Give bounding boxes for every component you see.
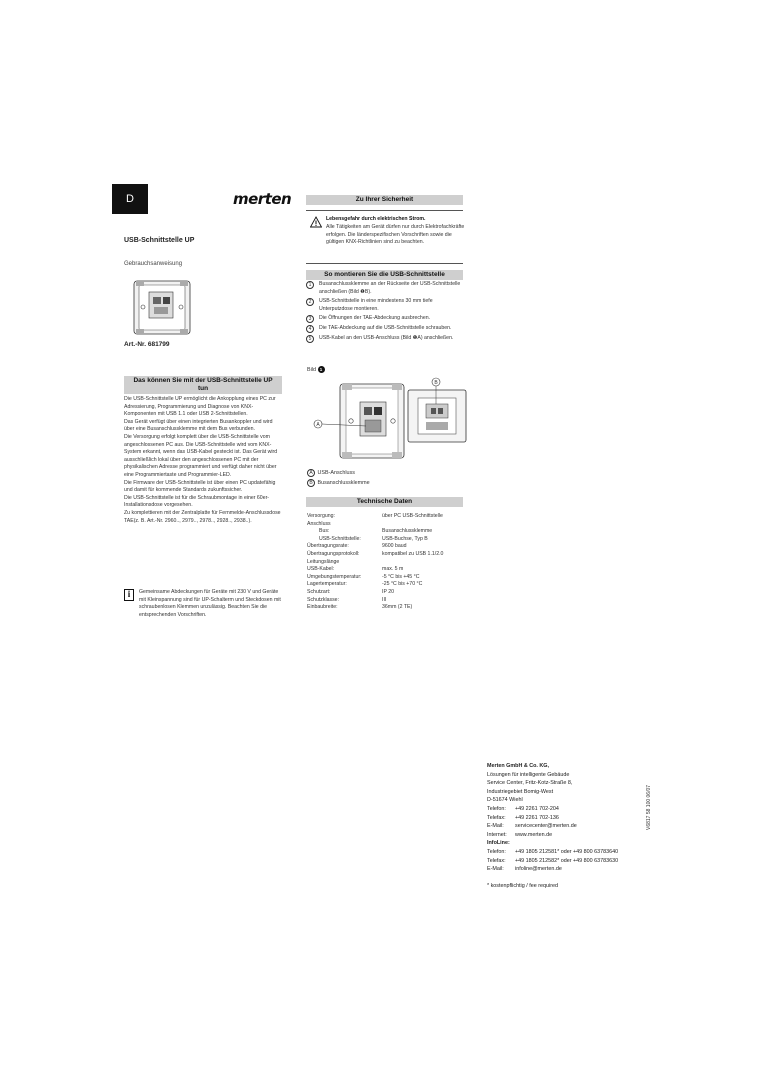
callout-a: A [316,422,320,428]
figure-number: 1 [318,366,325,373]
brand-logo: merten [233,190,292,208]
contact-row: E-Mail: servicecenter@merten.de [487,823,577,830]
doc-type: Gebrauchsanweisung [124,261,183,267]
table-row: Bus: Busanschlussklemme [319,528,433,535]
section-header-technical-data: Technische Daten [306,497,463,507]
list-item: 4 Die TAE-Abdeckung auf die USB-Schnittstelle schrauben. [306,325,466,333]
list-item: 2 USB-Schnittstelle in eine mindestens 30 mm tiefe Unterputzdose montieren. [306,298,466,313]
features-paragraph: Die USB-Schnittstelle ist für die Schraubmontage in einer 60er-Installationsdose vorgesehen. [124,494,270,509]
features-text [124,396,282,525]
contact-row: Telefon: +49 2261 702-204 [487,805,559,812]
document-code: V6817 58 100 06/07 [646,784,652,830]
company-tagline: Lösungen für intelligente Gebäude [487,771,570,778]
list-item: 1 Busanschlussklemme an der Rückseite der USB-Schnittstelle anschließen (Bild ❶B). [306,281,466,296]
figure-label: Bild 1 [307,366,325,373]
list-item: A USB-Anschluss [307,468,370,478]
language-tab: D [112,184,148,214]
warning-icon [310,216,322,228]
section-header-mounting: So montieren Sie die USB-Schnittstelle [306,270,463,280]
footnote: * kostenpflichtig / fee required [487,882,559,889]
list-item: 5 USB-Kabel an den USB-Anschluss (Bild ❶A) anschließen. [306,335,466,343]
info-note-text: Gemeinsame Abdeckungen für Geräte mit 230 V und Geräte mit Kleinspannung sind für UP-Schalterm und Steckdosen mit schraubenlosen Klemmen unzulässig. Beachten Sie die entsprechenden Vorschriften. [139,589,281,618]
device-image [133,280,191,335]
table-row: Schutzklasse: III [307,596,387,603]
section-header-features: Das können Sie mit der USB-Schnittstelle UP tun [124,376,282,394]
callout-b: B [434,380,438,386]
warning-title: Lebensgefahr durch elektrischen Strom. [326,216,426,222]
mounting-figure [308,376,468,460]
table-row: Leitungslänge [307,558,340,565]
spec-table [307,513,467,612]
table-row: Schutzart: IP 20 [307,588,395,595]
section-header-safety: Zu Ihrer Sicherheit [306,195,463,205]
company-address: Service Center, Fritz-Kotz-Straße 8, [487,780,573,787]
article-number: Art.-Nr. 681799 [124,341,170,348]
warning-body: Alle Tätigkeiten am Gerät dürfen nur durch Elektrofachkräfte erfolgen. Die länderspezifischen Vorschriften sowie die gültigen KNX-Richtlinien sind zu beachten. [326,223,465,246]
figure-legend [307,468,370,488]
features-paragraph: Die Firmware der USB-Schnittstelle ist über einen PC updatefähig und damit für kommende Standards zukunftssicher. [124,479,276,494]
table-row: Anschluss [307,520,331,527]
table-row: USB-Kabel: max. 5 m [307,566,404,573]
list-item: 3 Die Öffnungen der TAE-Abdeckung ausbrechen. [306,315,466,323]
warning-text [326,216,466,247]
list-item: B Busanschlussklemme [307,478,370,488]
divider [306,263,463,264]
contact-row: E-Mail: infoline@merten.de [487,866,562,873]
contact-row: Internet: www.merten.de [487,831,553,838]
contact-row: Telefon: +49 1805 212581* oder +49 800 63783640 [487,848,619,855]
company-contact [487,762,657,890]
infoline-label: InfoLine: [487,840,510,847]
company-city: D-51674 Wiehl [487,797,523,804]
table-row: Einbaubreite: 36mm (2 TE) [307,604,413,611]
table-row: Umgebungstemperatur: -5 °C bis +45 °C [307,573,420,580]
product-title: USB-Schnittstelle UP [124,237,195,244]
contact-row: Telefax: +49 1805 212582* oder +49 800 63783630 [487,857,619,864]
features-paragraph: Die USB-Schnittstelle UP ermöglicht die Ankopplung eines PC zur Adressierung, Programmierung und Diagnose von KNX-Komponenten mit USB 1.1 oder USB 2-Schnittstellen. [124,396,276,418]
table-row: Versorgung: über PC USB-Schnittstelle [307,513,443,519]
info-icon: i [124,589,134,601]
table-row: USB-Schnittstelle: USB-Buchse, Typ B [319,535,428,542]
mounting-steps [306,281,466,344]
divider [306,210,463,211]
company-address: Industriegebiet Bomig-West [487,788,554,795]
table-row: Übertragungsprotokoll: kompatibel zu USB 1.1/2.0 [307,550,444,557]
features-paragraph: Die Versorgung erfolgt komplett über die USB-Schnittstelle vom angeschlossenen PC aus. Die USB-Schnittstelle wird vom KNX-System erkannt, wenn das USB-Kabel gesteckt ist. Das Gerät wird ausschließlich lokal über den angeschlossenen PC mit der physikalischen Adresse programmiert und verfügt daher nicht über eine Programmiertaste und Programmier-LED. [124,433,278,478]
table-row: Lagertemperatur: -25 °C bis +70 °C [307,581,423,588]
features-paragraph: Das Gerät verfügt über einen integrierten Busankoppler und wird über eine Busanschlussklemme mit dem Bus verbunden. [124,418,273,433]
features-paragraph: Zu komplettieren mit der Zentralplatte für Fernmelde-Anschlussdose TAE(z. B. Art.-Nr. 2960.., 2979.., 2978.., 2928.., 2938..). [124,509,281,524]
table-row: Übertragungsrate: 9600 baud [307,543,407,550]
company-name: Merten GmbH & Co. KG, [487,763,549,769]
info-note [124,589,282,619]
contact-row: Telefax: +49 2261 702-136 [487,814,559,821]
